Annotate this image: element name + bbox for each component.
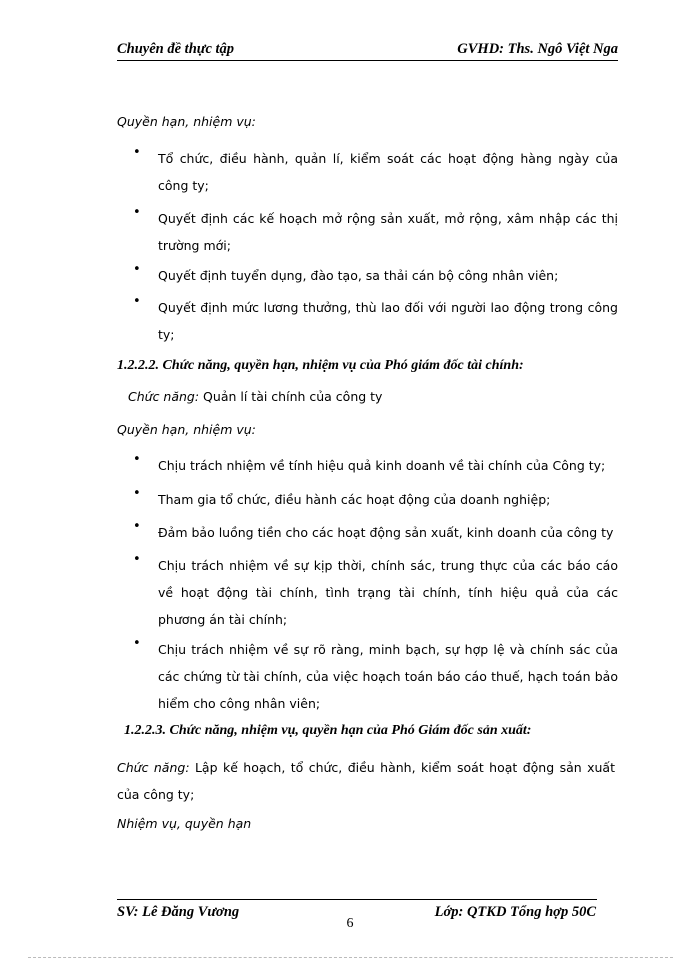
list-item: • Đảm bảo luồng tiền cho các hoạt động sản xuất, kinh doanh của công ty	[133, 519, 614, 540]
function-label: Chức năng:	[117, 760, 190, 775]
function-line	[128, 389, 628, 404]
list-item: • Quyết định tuyển dụng, đào tạo, sa thải cán bộ công nhân viên;	[133, 262, 559, 283]
list-item: • Chịu trách nhiệm về sự kịp thời, chính sác, trung thực của các báo cáo về hoạt động tài chính, tình trạng tài chính, tính hiệu quả của các phương án tài chính;	[133, 552, 618, 627]
section-heading: 1.2.2.3. Chức năng, nhiệm vụ, quyền hạn của Phó Giám đốc sản xuất:	[124, 723, 532, 738]
header-rule	[117, 60, 618, 61]
page-break-line	[28, 957, 673, 958]
bullet-icon: •	[133, 145, 141, 160]
function-line	[117, 754, 615, 808]
function-text: Lập kế hoạch, tổ chức, điều hành, kiểm soát hoạt động sản xuất của công ty;	[117, 760, 615, 802]
footer-left: SV: Lê Đăng Vương	[117, 904, 240, 920]
section-label-powers: Quyền hạn, nhiệm vụ:	[117, 114, 256, 129]
bullet-icon: •	[133, 452, 141, 467]
bullet-icon: •	[133, 294, 141, 309]
list-item: • Quyết định mức lương thưởng, thù lao đối với người lao động trong công ty;	[133, 294, 618, 342]
page-number: 6	[346, 916, 354, 931]
list-item: • Tổ chức, điều hành, quản lí, kiểm soát các hoạt động hàng ngày của công ty;	[133, 145, 618, 193]
page-header	[117, 41, 618, 58]
list-item: • Quyết định các kế hoạch mở rộng sản xuất, mở rộng, xâm nhập các thị trường mới;	[133, 205, 618, 253]
bullet-icon: •	[133, 636, 141, 651]
section-label-duties: Nhiệm vụ, quyền hạn	[117, 816, 252, 831]
bullet-icon: •	[133, 486, 141, 501]
header-left: Chuyên đề thực tập	[117, 41, 235, 57]
list-item: • Tham gia tổ chức, điều hành các hoạt động của doanh nghiệp;	[133, 486, 551, 507]
bullet-icon: •	[133, 519, 141, 534]
footer-right: Lớp: QTKD Tổng hợp 50C	[434, 904, 596, 920]
bullet-icon: •	[133, 262, 141, 277]
footer-rule	[117, 899, 597, 900]
function-text: Quản lí tài chính của công ty	[199, 389, 383, 404]
list-item: • Chịu trách nhiệm về tính hiệu quả kinh doanh về tài chính của Công ty;	[133, 452, 606, 473]
section-heading: 1.2.2.2. Chức năng, quyền hạn, nhiệm vụ của Phó giám đốc tài chính:	[117, 358, 524, 373]
bullet-icon: •	[133, 205, 141, 220]
list-item: • Chịu trách nhiệm về sự rõ ràng, minh bạch, sự hợp lệ và chính sác của các chứng từ tài chính, của việc hoạch toán báo cáo thuế, hạch toán bảo hiểm cho công nhân viên;	[133, 636, 618, 711]
section-label-powers: Quyền hạn, nhiệm vụ:	[117, 422, 256, 437]
bullet-icon: •	[133, 552, 141, 567]
function-label: Chức năng:	[128, 389, 200, 404]
header-right: GVHD: Ths. Ngô Việt Nga	[457, 41, 618, 57]
